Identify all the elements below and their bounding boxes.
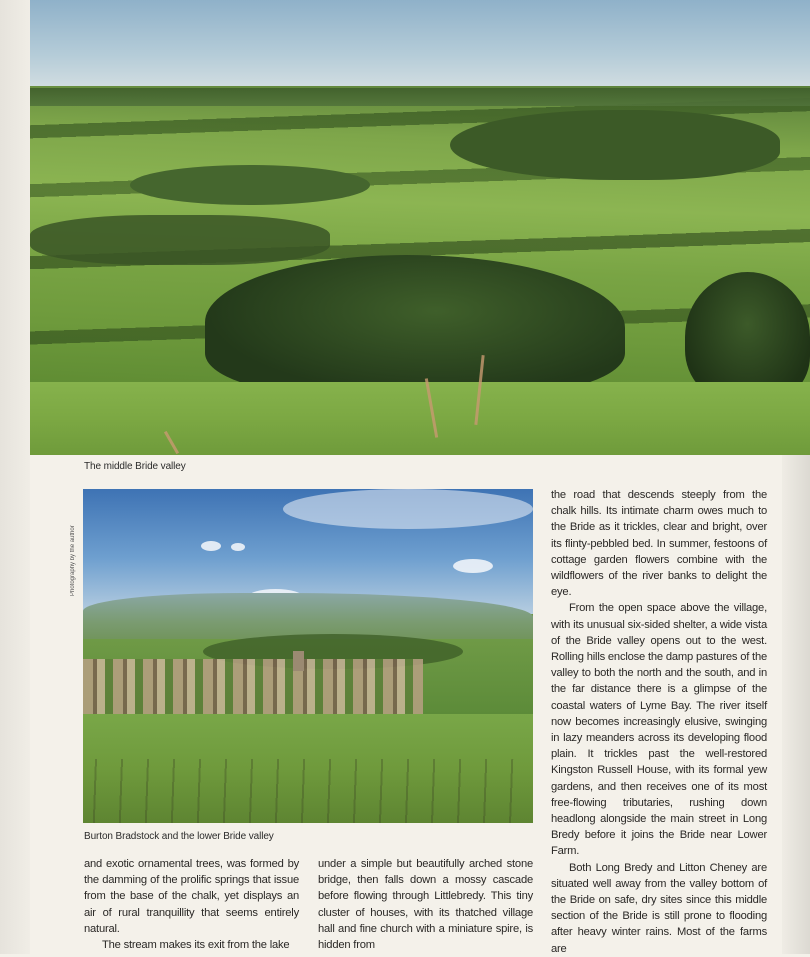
text-column-middle: [318, 856, 533, 953]
photo-woodland: [30, 215, 330, 265]
photo-weeds: [83, 759, 533, 823]
page-edge: [782, 455, 810, 954]
paragraph: Both Long Bredy and Litton Cheney are situated well away from the valley bottom of the Bride on safe, dry sites since this middle section of the Bride is still prone to flooding after heavy winter rains. Most of the farms are: [551, 861, 767, 955]
photo-cloud: [231, 543, 245, 551]
paragraph: the road that descends steeply from the chalk hills. Its intimate charm owes much to the Bride as it trickles, clear and bright, over its flinty-pebbled bed. In summer, festoons of cottage garden flowers combine with the wildflowers of the river banks to delight the eye.: [551, 489, 767, 599]
photo-tree-group: [205, 255, 625, 395]
photo-cloud: [453, 559, 493, 573]
caption-top-photo: The middle Bride valley: [84, 461, 186, 472]
paragraph: The stream makes its exit from the lake: [102, 939, 290, 952]
photo-sky: [30, 0, 810, 92]
page-gutter: [0, 0, 30, 954]
text-column-left: [84, 856, 299, 953]
paragraph: From the open space above the village, with its unusual six-sided shelter, a wide vista of the Bride valley opens out to the west. Rolling hills enclose the damp pastures of the valley to both the north and the south, and in the far distance there is a glimpse of the coastal waters of Lyme Bay. The river itself now becomes increasingly elusive, swinging in lazy meanders across its developing flood plain. It trickles past the well-restored Kingston Russell House, with its formal yew gardens, and then receives one of its most free-flowing tributaries, rushing down headlong alongside the main street in Long Bredy before it joins the Bride near Lower Farm.: [551, 602, 767, 858]
photo-cloud: [201, 541, 221, 551]
text-column-right: [551, 487, 767, 957]
photo-woodland: [450, 110, 780, 180]
photo-foreground-grass: [30, 382, 810, 455]
photo-cloud: [283, 489, 533, 529]
photo-church-tower: [293, 651, 304, 671]
caption-lower-photo: Burton Bradstock and the lower Bride valley: [84, 831, 274, 842]
photo-village: [83, 659, 423, 719]
paragraph: under a simple but beautifully arched stone bridge, then falls down a mossy cascade before flowing through Littlebredy. This tiny cluster of houses, with its thatched village hall and fine church with a miniature spire, is hidden from: [318, 858, 533, 952]
paragraph: and exotic ornamental trees, was formed by the damming of the prolific springs that issue from the base of the chalk, yet displays an air of rural tranquillity that seems entirely natural.: [84, 858, 299, 935]
photo-burton-bradstock: [83, 489, 533, 823]
photo-hedgerow: [30, 88, 810, 106]
photo-middle-bride-valley: [30, 0, 810, 455]
photo-woodland: [130, 165, 370, 205]
photo-credit: Photography by the author: [70, 525, 76, 596]
